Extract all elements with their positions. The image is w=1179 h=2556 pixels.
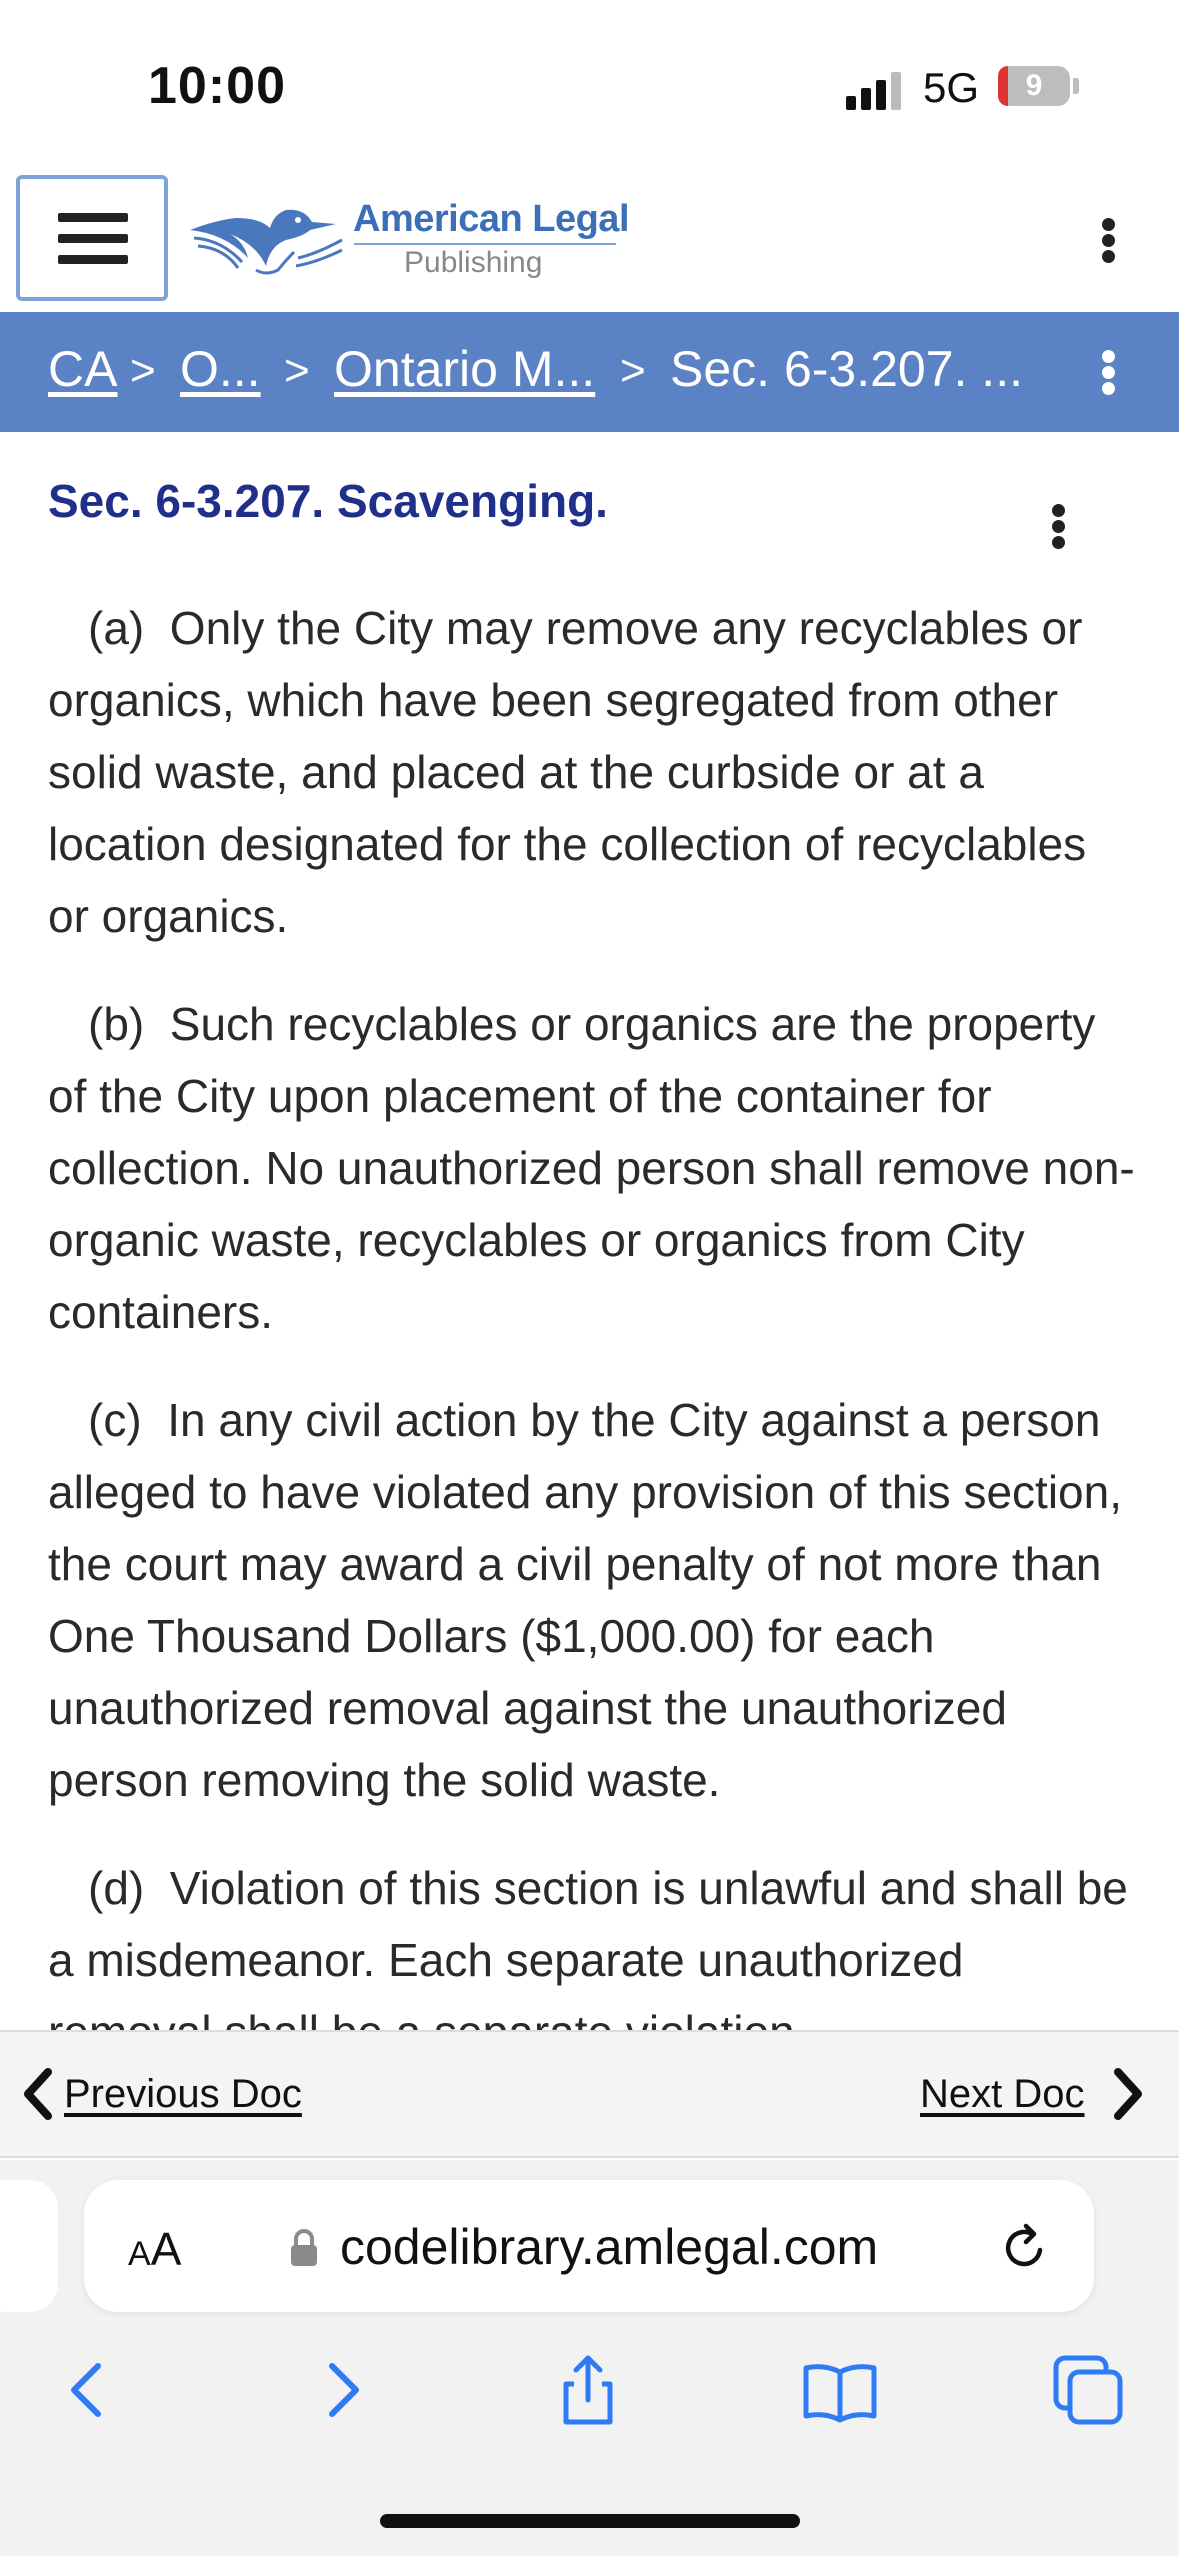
logo-subtitle[interactable]: Publishing xyxy=(404,246,543,279)
paragraph-c xyxy=(48,1384,1138,1816)
breadcrumb-item-current-section: Sec. 6-3.207. ... xyxy=(670,341,1023,397)
previous-doc-link[interactable]: Previous Doc xyxy=(64,2072,302,2116)
breadcrumb-item-ca[interactable]: CA xyxy=(48,341,118,397)
section-title: Sec. 6-3.207. Scavenging. xyxy=(48,475,608,527)
back-icon[interactable] xyxy=(48,2350,128,2430)
breadcrumb-separator: > xyxy=(130,346,156,395)
battery-level: 9 xyxy=(1025,69,1043,102)
paragraph-text: Only the City may remove any recyclables or organics, which have been segregated from other solid waste, and placed at the curbside or at a location designated for the collection of recyclables or organics. xyxy=(48,602,1087,942)
paragraph-label: (d) xyxy=(88,1862,145,1914)
reader-settings-button[interactable] xyxy=(128,2222,181,2276)
paragraph-d xyxy=(48,1852,1138,2028)
aa-large: A xyxy=(150,2223,182,2275)
home-indicator[interactable] xyxy=(380,2514,800,2528)
breadcrumb-item-municipal-code[interactable]: Ontario M... xyxy=(334,341,596,397)
header-more-button[interactable] xyxy=(1102,218,1116,264)
chevron-right-icon[interactable] xyxy=(1108,2064,1148,2124)
eagle-logo-icon[interactable] xyxy=(186,200,346,280)
paragraph-text: Violation of this section is unlawful and shall be a misdemeanor. Each separate unauthorized xyxy=(48,1862,1128,1986)
share-icon[interactable] xyxy=(548,2350,628,2430)
forward-icon[interactable] xyxy=(302,2350,382,2430)
logo-divider xyxy=(354,243,616,245)
paragraph-text: In any civil action by the City against a person alleged to have violated any provision of this section, the court may award a civil penalty of not more than One Thousand Dollars ($1,000.00) for each unauthorized removal against the unauthorized person removing the solid waste. xyxy=(48,1394,1122,1806)
url-text[interactable]: codelibrary.amlegal.com xyxy=(340,2219,879,2275)
signal-icon xyxy=(846,70,906,110)
status-time: 10:00 xyxy=(148,57,286,115)
breadcrumb-item-ontario[interactable]: O... xyxy=(180,341,261,397)
chevron-left-icon[interactable] xyxy=(18,2064,58,2124)
breadcrumb-separator: > xyxy=(620,346,646,395)
battery-tip xyxy=(1073,78,1079,94)
paragraph-a xyxy=(48,592,1138,952)
paragraph-label: (c) xyxy=(88,1394,142,1446)
paragraph-b xyxy=(48,988,1138,1348)
section-more-button[interactable] xyxy=(1052,504,1066,550)
site-header xyxy=(0,170,1179,312)
reload-icon[interactable] xyxy=(996,2220,1052,2276)
paragraph-label: (b) xyxy=(88,998,145,1050)
tabs-icon[interactable] xyxy=(1048,2350,1128,2430)
lock-icon xyxy=(288,2228,320,2268)
breadcrumb-separator: > xyxy=(284,346,310,395)
next-doc-link[interactable]: Next Doc xyxy=(920,2072,1085,2116)
paragraph-text: Such recyclables or organics are the property of the City upon placement of the container for collection. No unauthorized person shall remove non-organic waste, recyclables or organics from City containers. xyxy=(48,998,1135,1338)
aa-small: A xyxy=(128,2235,151,2273)
menu-button[interactable] xyxy=(16,175,168,301)
network-label: 5G xyxy=(923,64,980,111)
logo-title[interactable]: American Legal xyxy=(353,198,629,240)
previous-tab-card[interactable] xyxy=(0,2180,58,2312)
breadcrumb-more-button[interactable] xyxy=(1102,350,1116,396)
paragraph-label: (a) xyxy=(88,602,145,654)
bookmarks-icon[interactable] xyxy=(800,2350,880,2430)
